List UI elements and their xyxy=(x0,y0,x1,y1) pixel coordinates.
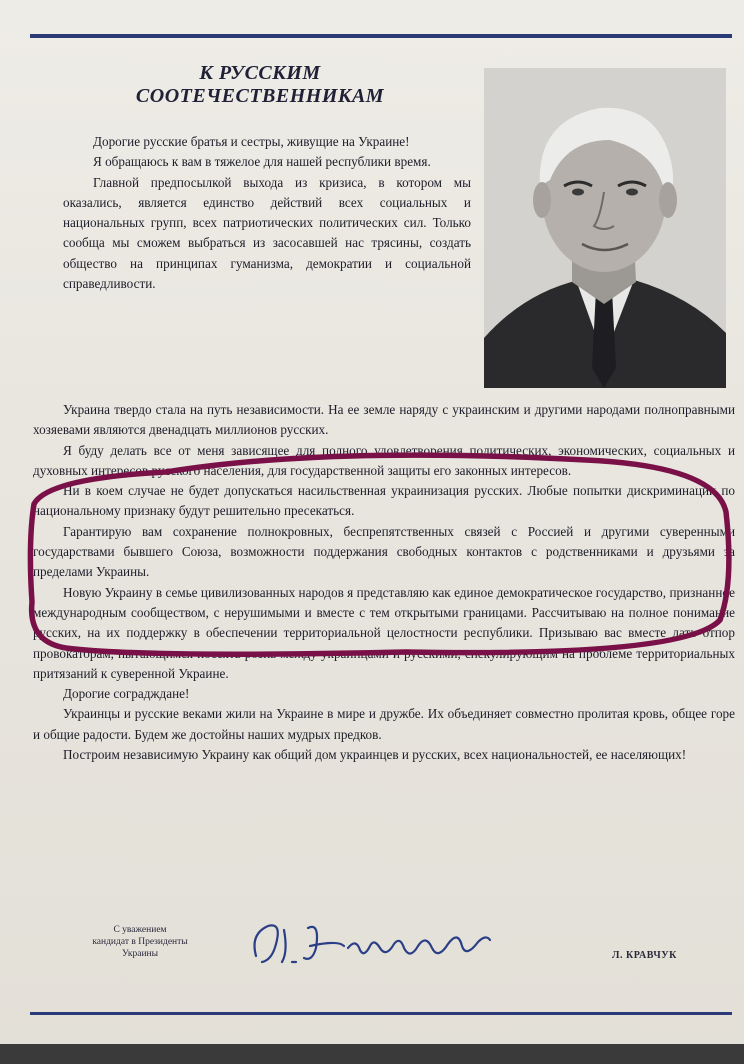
paragraph: Украинцы и русские веками жили на Украине в мире и дружбе. Их объединяет совместно пролитая кровь, общее горе и общие радости. Будем же достойны наших мудрых предков. xyxy=(33,706,735,742)
title-line-1: К РУССКИМ xyxy=(199,62,321,84)
paragraph: Новую Украину в семье цивилизованных народов я представляю как единое демократическое государство, признанное международным сообществом, с нерушимыми и вместе с тем открытыми границами. Рассчитываю на полное понимание русских, на их поддержку в обеспечении территориальной целостности республики. Призываю вас вместе дать отпор провокаторам, пытающимся посеять рознь между украинцами и русскими, спекулирующим на проблеме территориальных притязаний к суверенной Украине. xyxy=(33,584,735,681)
signature xyxy=(248,912,494,972)
bottom-rule xyxy=(30,1012,732,1015)
top-rule xyxy=(30,34,732,38)
closing-line: С уважением xyxy=(113,925,167,935)
paragraph: Построим независимую Украину как общий дом украинцев и русских, всех национальностей, ее населяющих! xyxy=(63,747,687,763)
full-width-text xyxy=(33,400,735,765)
paragraph-greeting: Дорогие русские братья и сестры, живущие на Украине! xyxy=(93,134,410,149)
paragraph: Ни в коем случае не будет допускаться насильственная украинизация русских. Любые попытки дискриминации по национальному признаку будут решительно пресекаться. xyxy=(33,483,735,519)
closing-line: кандидат в Президенты xyxy=(92,937,188,947)
closing-line: Украины xyxy=(121,949,159,959)
paragraph: Дорогие соградждане! xyxy=(63,686,190,702)
signature-icon xyxy=(248,912,494,972)
paragraph: Гарантирую вам сохранение полнокровных, беспрепятственных связей с Россией и другими суверенными государствами бывшего Союза, возможности поддержания свободных контактов с родственниками и друзьями за пределами Украины. xyxy=(33,523,735,580)
signer-name: Л. КРАВЧУК xyxy=(612,950,677,961)
title-line-2: СООТЕЧЕСТВЕННИКАМ xyxy=(135,85,385,107)
paragraph: Я буду делать все от меня зависящее для полного удовлетворения политических, экономических, социальных и духовных интересов русского населения, для государственной защиты его законных интересов. xyxy=(33,442,735,478)
bottom-edge xyxy=(0,1044,744,1064)
paragraph: Украина твердо стала на путь независимости. На ее земле наряду с украинским и другими народами полноправными хозяевами являются двенадцать миллионов русских. xyxy=(33,402,735,438)
paragraph: Главной предпосылкой выхода из кризиса, в котором мы оказались, является единство действий всех социальных и национальных групп, всех патриотических политических сил. Только сообща мы сможем выбраться из засосавшей нас трясины, создать общество на принципах гуманизма, демократии и социальной справедливости. xyxy=(63,174,471,292)
closing-block xyxy=(55,924,225,960)
portrait-icon xyxy=(484,68,726,388)
paragraph: Я обращаюсь к вам в тяжелое для нашей республики время. xyxy=(93,154,431,170)
page-title xyxy=(100,62,420,108)
portrait-photo xyxy=(484,68,726,388)
column-text xyxy=(63,132,471,294)
